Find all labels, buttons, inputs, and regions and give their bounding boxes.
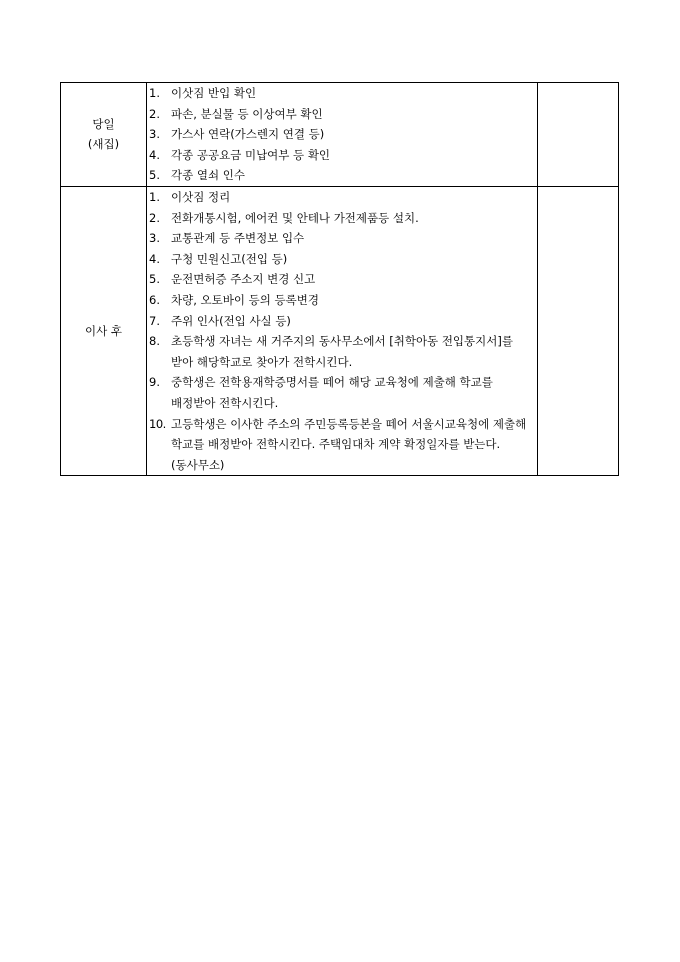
task-text: 주위 인사(전입 사실 등) xyxy=(171,313,291,328)
task-number: 3. xyxy=(149,231,160,246)
task-list xyxy=(147,83,537,186)
moving-checklist-table xyxy=(60,82,619,476)
task-number: 5. xyxy=(149,168,160,183)
task-text: 초등학생 자녀는 새 거주지의 동사무소에서 [취학아동 전입통지서]를 받아 해당학교로 찾아가 전학시킨다. xyxy=(171,334,513,369)
task-text: 차량, 오토바이 등의 등록변경 xyxy=(171,292,319,307)
task-number: 2. xyxy=(149,106,160,121)
list-item xyxy=(149,104,533,125)
list-item xyxy=(149,187,533,208)
check-cell-moving-day xyxy=(538,83,619,187)
list-item xyxy=(149,228,533,249)
task-text: 파손, 분실물 등 이상여부 확인 xyxy=(171,106,323,121)
task-number: 4. xyxy=(149,147,160,162)
stage-label: 이사 후 xyxy=(85,324,122,339)
list-item xyxy=(149,249,533,270)
list-item xyxy=(149,290,533,311)
task-text: 이삿짐 반입 확인 xyxy=(171,86,257,100)
task-number: 10. xyxy=(149,416,166,431)
list-item xyxy=(149,269,533,290)
list-item xyxy=(149,165,533,186)
stage-sublabel: (새집) xyxy=(87,137,120,152)
task-number: 7. xyxy=(149,313,160,328)
list-item xyxy=(149,83,533,104)
task-number: 3. xyxy=(149,127,160,142)
list-item xyxy=(149,372,533,413)
task-text: 교통관계 등 주변정보 입수 xyxy=(171,231,305,246)
stage-cell-after-moving xyxy=(61,186,147,475)
task-cell-after-moving xyxy=(147,186,538,475)
task-number: 1. xyxy=(149,189,160,204)
task-text: 각종 공공요금 미납여부 등 확인 xyxy=(171,147,331,162)
table-row-after-moving xyxy=(61,186,619,475)
task-number: 5. xyxy=(149,272,160,287)
task-text: 운전면허증 주소지 변경 신고 xyxy=(171,272,316,287)
task-number: 9. xyxy=(149,375,160,390)
stage-label: 당일 xyxy=(92,117,115,132)
task-number: 8. xyxy=(149,334,160,349)
stage-cell-moving-day xyxy=(61,83,147,187)
task-text: 전화개통시험, 에어컨 및 안테나 가전제품등 설치. xyxy=(171,210,419,225)
task-number: 6. xyxy=(149,292,160,307)
task-text: 각종 열쇠 인수 xyxy=(171,168,245,183)
task-cell-moving-day xyxy=(147,83,538,187)
task-number: 1. xyxy=(149,86,160,100)
list-item xyxy=(149,331,533,372)
table-row-moving-day xyxy=(61,83,619,187)
list-item xyxy=(149,311,533,332)
task-text: 이삿짐 정리 xyxy=(171,189,231,204)
task-list xyxy=(147,187,537,475)
task-text: 가스사 연락(가스렌지 연결 등) xyxy=(171,127,325,142)
list-item xyxy=(149,208,533,229)
list-item xyxy=(149,145,533,166)
task-number: 2. xyxy=(149,210,160,225)
check-cell-after-moving xyxy=(538,186,619,475)
task-text: 구청 민원신고(전입 등) xyxy=(171,251,288,266)
task-number: 4. xyxy=(149,251,160,266)
task-text: 중학생은 전학용재학증명서를 떼어 해당 교육청에 제출해 학교를 배정받아 전학시킨다. xyxy=(171,375,493,410)
list-item xyxy=(149,414,533,476)
task-text: 고등학생은 이사한 주소의 주민등록등본을 떼어 서울시교육청에 제출해 학교를 배정받아 전학시킨다. 주택임대차 계약 확정일자를 받는다.(동사무소) xyxy=(171,416,527,472)
list-item xyxy=(149,124,533,145)
